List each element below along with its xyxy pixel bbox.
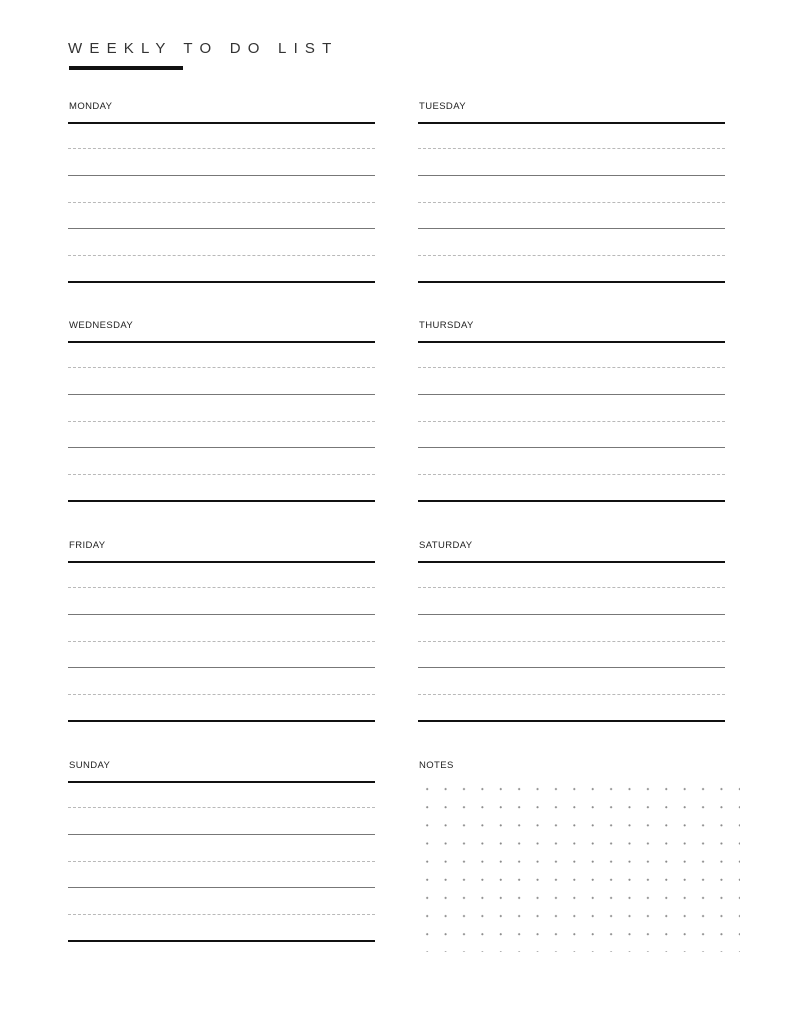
section-rule <box>68 781 375 783</box>
section-rule <box>68 122 375 124</box>
section-rule <box>68 940 375 942</box>
section-rule <box>68 561 375 563</box>
section-label-friday: FRIDAY <box>69 540 106 551</box>
section-rule <box>418 122 725 124</box>
writing-line[interactable] <box>418 421 725 422</box>
writing-line[interactable] <box>68 914 375 915</box>
section-rule <box>418 720 725 722</box>
writing-line[interactable] <box>418 667 725 668</box>
writing-line[interactable] <box>418 641 725 642</box>
writing-line[interactable] <box>418 394 725 395</box>
writing-line[interactable] <box>418 367 725 368</box>
writing-line[interactable] <box>68 228 375 229</box>
writing-line[interactable] <box>418 202 725 203</box>
section-label-saturday: SATURDAY <box>419 540 473 551</box>
section-rule <box>68 281 375 283</box>
writing-line[interactable] <box>68 202 375 203</box>
section-label-sunday: SUNDAY <box>69 760 111 771</box>
writing-line[interactable] <box>68 861 375 862</box>
writing-line[interactable] <box>68 148 375 149</box>
section-label-wednesday: WEDNESDAY <box>69 320 134 331</box>
writing-line[interactable] <box>418 175 725 176</box>
writing-line[interactable] <box>68 175 375 176</box>
section-rule <box>68 720 375 722</box>
writing-line[interactable] <box>68 587 375 588</box>
section-label-thursday: THURSDAY <box>419 320 474 331</box>
writing-line[interactable] <box>68 474 375 475</box>
writing-line[interactable] <box>418 694 725 695</box>
writing-line[interactable] <box>68 367 375 368</box>
section-rule <box>418 281 725 283</box>
writing-line[interactable] <box>68 887 375 888</box>
title-underline-bar <box>69 66 183 70</box>
writing-line[interactable] <box>418 614 725 615</box>
writing-line[interactable] <box>418 228 725 229</box>
writing-line[interactable] <box>68 694 375 695</box>
writing-line[interactable] <box>418 255 725 256</box>
section-label-tuesday: TUESDAY <box>419 101 466 112</box>
section-rule <box>68 341 375 343</box>
writing-line[interactable] <box>68 421 375 422</box>
page-title: WEEKLY TO DO LIST <box>68 40 339 57</box>
writing-line[interactable] <box>68 394 375 395</box>
writing-line[interactable] <box>68 255 375 256</box>
writing-line[interactable] <box>68 834 375 835</box>
section-rule <box>68 500 375 502</box>
writing-line[interactable] <box>418 474 725 475</box>
section-label-monday: MONDAY <box>69 101 113 112</box>
writing-line[interactable] <box>68 807 375 808</box>
section-rule <box>418 341 725 343</box>
notes-label: NOTES <box>419 760 454 771</box>
section-rule <box>418 500 725 502</box>
writing-line[interactable] <box>418 447 725 448</box>
writing-line[interactable] <box>68 447 375 448</box>
writing-line[interactable] <box>68 641 375 642</box>
notes-dot-grid[interactable] <box>418 780 740 952</box>
writing-line[interactable] <box>418 587 725 588</box>
writing-line[interactable] <box>68 667 375 668</box>
writing-line[interactable] <box>68 614 375 615</box>
writing-line[interactable] <box>418 148 725 149</box>
section-rule <box>418 561 725 563</box>
